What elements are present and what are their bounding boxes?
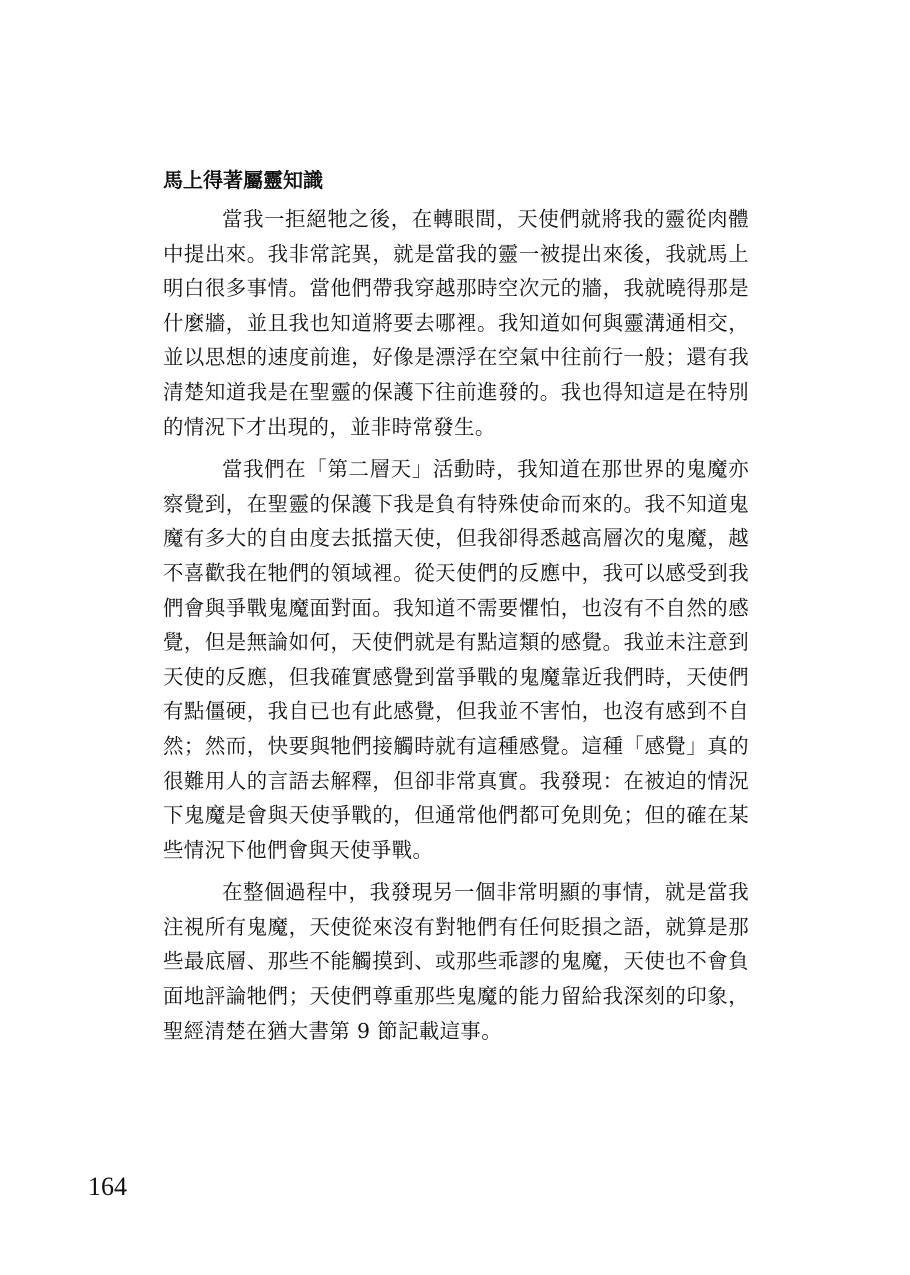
paragraph: 當我一拒絕牠之後，在轉眼間，天使們就將我的靈從肉體中提出來。我非常詫異，就是當我的靈一被提出來後，我就馬上明白很多事情。當他們帶我穿越那時空次元的牆，我就曉得那是什麼牆，並且我也知道將要去哪裡。我知道如何與靈溝通相交，並以思想的速度前進，好像是漂浮在空氣中往前行一般；還有我清楚知道我是在聖靈的保護下往前進發的。我也得知這是在特別的情況下才出現的，並非時常發生。	[163, 207, 749, 439]
paragraph: 在整個過程中，我發現另一個非常明顯的事情，就是當我注視所有鬼魔，天使從來沒有對牠們有任何貶損之語，就算是那些最底層、那些不能觸摸到、或那些乖謬的鬼魔，天使也不會負面地評論牠們；天使們尊重那些鬼魔的能力留給我深刻的印象，聖經清楚在猶大書第 9 節記載這事。	[163, 880, 749, 1043]
section-heading: 馬上得著屬靈知識	[163, 168, 323, 192]
paragraph: 當我們在「第二層天」活動時，我知道在那世界的鬼魔亦察覺到，在聖靈的保護下我是負有特殊使命而來的。我不知道鬼魔有多大的自由度去抵擋天使，但我卻得悉越高層次的鬼魔，越不喜歡我在牠們的領域裡。從天使們的反應中，我可以感受到我們會與爭戰鬼魔面對面。我知道不需要懼怕，也沒有不自然的感覺，但是無論如何，天使們就是有點這類的感覺。我並未注意到天使的反應，但我確實感覺到當爭戰的鬼魔靠近我們時，天使們有點僵硬，我自已也有此感覺，但我並不害怕，也沒有感到不自然；然而，快要與牠們接觸時就有這種感覺。這種「感覺」真的很難用人的言語去解釋，但卻非常真實。我發現：在被迫的情況下鬼魔是會與天使爭戰的，但通常他們都可免則免；但的確在某些情況下他們會與天使爭戰。	[163, 457, 749, 862]
page-number: 164	[88, 1172, 127, 1201]
body-text	[163, 202, 749, 1056]
